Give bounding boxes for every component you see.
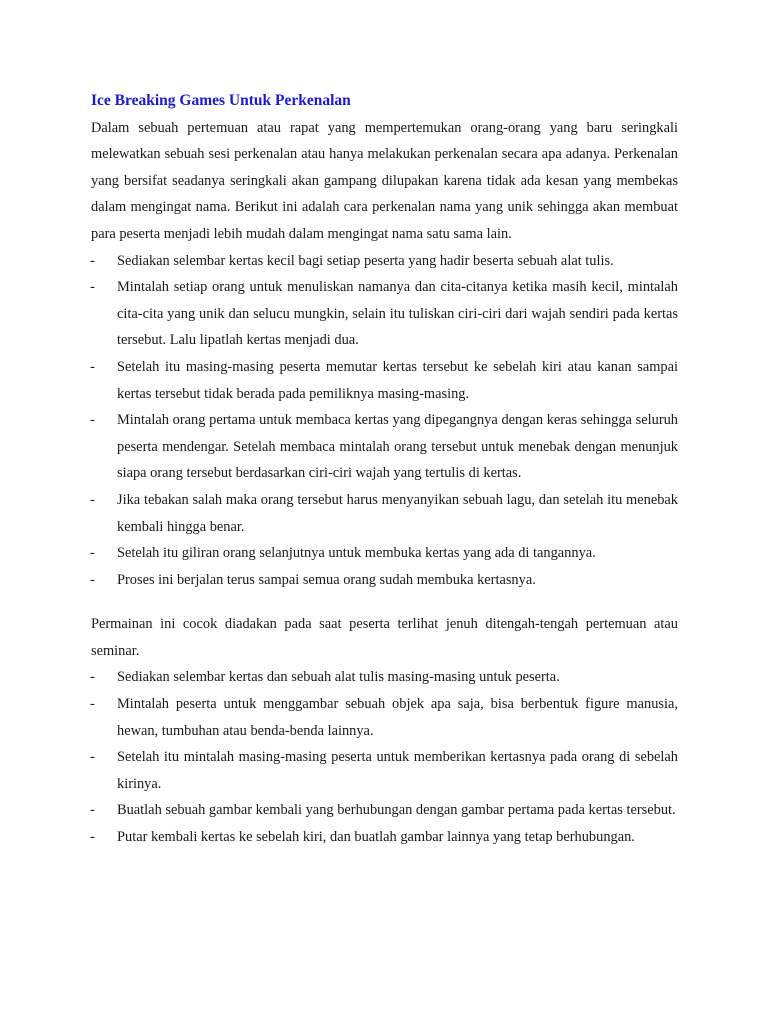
bullet-dash: - xyxy=(90,252,95,269)
list-item: - Setelah itu masing-masing peserta memutar kertas tersebut ke sebelah kiri atau kanan sampai kertas tersebut tidak berada pada pemiliknya masing-masing. xyxy=(91,354,678,407)
bullet-dash: - xyxy=(90,669,95,686)
list-item: - Jika tebakan salah maka orang tersebut harus menyanyikan sebuah lagu, dan setelah itu menebak kembali hingga benar. xyxy=(91,487,678,540)
list-item: - Setelah itu giliran orang selanjutnya untuk membuka kertas yang ada di tangannya. xyxy=(91,540,678,567)
document-title: Ice Breaking Games Untuk Perkenalan xyxy=(91,92,351,109)
list-item: - Mintalah peserta untuk menggambar sebuah objek apa saja, bisa berbentuk figure manusia, hewan, tumbuhan atau benda-benda lainnya. xyxy=(91,691,678,744)
list-item: - Setelah itu mintalah masing-masing peserta untuk memberikan kertasnya pada orang di sebelah kirinya. xyxy=(91,744,678,797)
list-item: - Sediakan selembar kertas dan sebuah alat tulis masing-masing untuk peserta. xyxy=(91,664,678,691)
bullet-dash: - xyxy=(90,545,95,562)
bullet-dash: - xyxy=(90,571,95,588)
list-item: - Mintalah setiap orang untuk menuliskan namanya dan cita-citanya ketika masih kecil, mintalah cita-cita yang unik dan selucu mungkin, selain itu tuliskan ciri-ciri dari wajah sendiri pada kertas tersebut. Lalu lipatlah kertas menjadi dua. xyxy=(91,274,678,354)
list-item: - Putar kembali kertas ke sebelah kiri, dan buatlah gambar lainnya yang tetap berhubungan. xyxy=(91,824,678,851)
bullet-dash: - xyxy=(90,829,95,846)
second-paragraph: Permainan ini cocok diadakan pada saat peserta terlihat jenuh ditengah-tengah pertemuan atau seminar. xyxy=(91,616,678,659)
list-item: - Sediakan selembar kertas kecil bagi setiap peserta yang hadir beserta sebuah alat tulis. xyxy=(91,248,678,275)
steps-list-2 xyxy=(91,664,678,850)
list-item: - Proses ini berjalan terus sampai semua orang sudah membuka kertasnya. xyxy=(91,567,678,594)
bullet-dash: - xyxy=(90,279,95,296)
intro-paragraph: Dalam sebuah pertemuan atau rapat yang mempertemukan orang-orang yang baru seringkali melewatkan sebuah sesi perkenalan atau hanya melakukan perkenalan secara apa adanya. Perkenalan yang bersifat seadanya seringkali akan gampang dilupakan karena tidak ada kesan yang membekas dalam mengingat nama. Berikut ini adalah cara perkenalan nama yang unik sehingga akan membuat para peserta menjadi lebih mudah dalam mengingat nama satu sama lain. xyxy=(91,119,678,242)
bullet-dash: - xyxy=(90,696,95,713)
bullet-dash: - xyxy=(90,749,95,766)
document-page xyxy=(91,88,678,851)
bullet-dash: - xyxy=(90,412,95,429)
list-item: - Mintalah orang pertama untuk membaca kertas yang dipegangnya dengan keras sehingga seluruh peserta mendengar. Setelah membaca mintalah orang tersebut untuk menebak dengan menunjuk siapa orang tersebut berdasarkan ciri-ciri wajah yang tertulis di kertas. xyxy=(91,407,678,487)
steps-list-1 xyxy=(91,248,678,594)
bullet-dash: - xyxy=(90,802,95,819)
bullet-dash: - xyxy=(90,358,95,375)
bullet-dash: - xyxy=(90,491,95,508)
list-item: - Buatlah sebuah gambar kembali yang berhubungan dengan gambar pertama pada kertas tersebut. xyxy=(91,797,678,824)
